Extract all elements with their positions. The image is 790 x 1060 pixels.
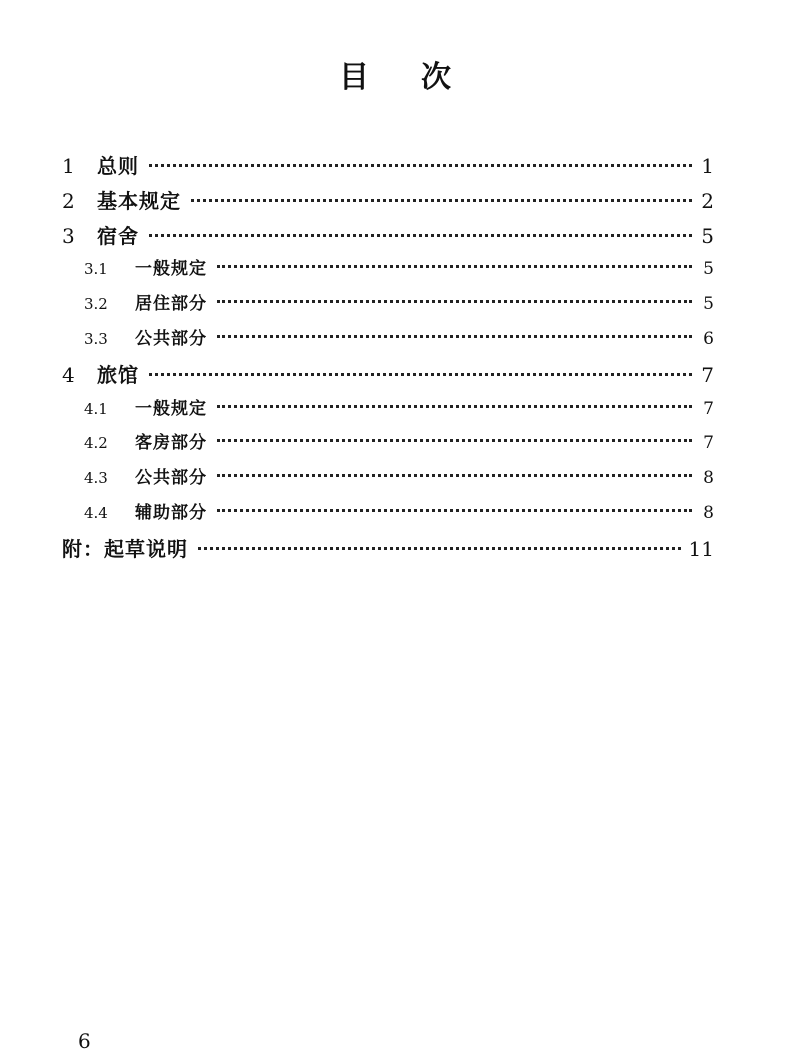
toc-entry-number: 2 (62, 188, 75, 213)
toc-entry-page: 1 (701, 154, 714, 178)
toc-entry-number: 4 (62, 362, 75, 387)
toc-entry-number: 4.3 (84, 469, 108, 488)
toc-entry-page: 8 (703, 468, 714, 489)
toc-entry-number: 3.2 (84, 295, 108, 314)
page-number: 6 (78, 1029, 91, 1053)
toc-entry-1[interactable] (62, 150, 714, 185)
toc-entry-title: 一般规定 (135, 398, 207, 419)
dot-leader (217, 439, 692, 442)
dot-leader (217, 405, 692, 408)
toc-entry-title: 宿舍 (97, 223, 139, 248)
toc-entry-3-2[interactable] (62, 289, 714, 324)
toc-entry-4[interactable] (62, 359, 714, 394)
toc-entry-number: 4.1 (84, 399, 108, 418)
toc-entry-number: 1 (62, 154, 75, 178)
dot-leader (198, 547, 681, 550)
dot-leader (217, 474, 692, 477)
dot-leader (217, 265, 692, 268)
toc-entry-title: 一般规定 (135, 259, 207, 280)
toc-entry-3-1[interactable] (62, 254, 714, 289)
toc-entry-number: 3.1 (84, 260, 108, 279)
toc-entry-4-3[interactable] (62, 463, 714, 498)
toc-entry-title: 公共部分 (135, 328, 207, 349)
toc-entry-page: 7 (701, 362, 714, 387)
dot-leader (217, 300, 692, 303)
table-of-contents (62, 150, 714, 568)
dot-leader (149, 164, 692, 167)
toc-entry-page: 7 (703, 398, 714, 419)
toc-entry-2[interactable] (62, 185, 714, 220)
toc-entry-title: 居住部分 (135, 294, 207, 315)
toc-entry-title: 附：起草说明 (62, 536, 188, 561)
toc-entry-3[interactable] (62, 220, 714, 255)
toc-entry-4-1[interactable] (62, 394, 714, 429)
dot-leader (149, 234, 692, 237)
dot-leader (217, 509, 692, 512)
dot-leader (149, 373, 692, 376)
toc-entry-page: 2 (701, 188, 714, 213)
toc-entry-number: 3 (62, 223, 75, 248)
toc-entry-title: 辅助部分 (135, 502, 207, 523)
toc-entry-number: 3.3 (84, 329, 108, 348)
toc-entry-page: 5 (703, 259, 714, 280)
toc-entry-page: 7 (703, 433, 714, 454)
toc-entry-title: 客房部分 (135, 433, 207, 454)
toc-entry-appendix[interactable] (62, 533, 714, 568)
dot-leader (191, 199, 692, 202)
toc-entry-page: 11 (688, 536, 714, 561)
toc-entry-title: 旅馆 (97, 362, 139, 387)
toc-entry-number: 4.2 (84, 434, 108, 453)
toc-entry-page: 5 (703, 294, 714, 315)
toc-entry-3-3[interactable] (62, 324, 714, 359)
toc-entry-title: 总则 (97, 154, 139, 178)
toc-entry-title: 基本规定 (97, 188, 181, 213)
toc-entry-page: 8 (703, 502, 714, 523)
toc-entry-page: 6 (703, 328, 714, 349)
toc-entry-page: 5 (701, 223, 714, 248)
page-title: 目次 (339, 60, 503, 95)
toc-entry-4-2[interactable] (62, 428, 714, 463)
toc-entry-number: 4.4 (84, 503, 108, 522)
toc-entry-4-4[interactable] (62, 498, 714, 533)
dot-leader (217, 335, 692, 338)
toc-entry-title: 公共部分 (135, 468, 207, 489)
